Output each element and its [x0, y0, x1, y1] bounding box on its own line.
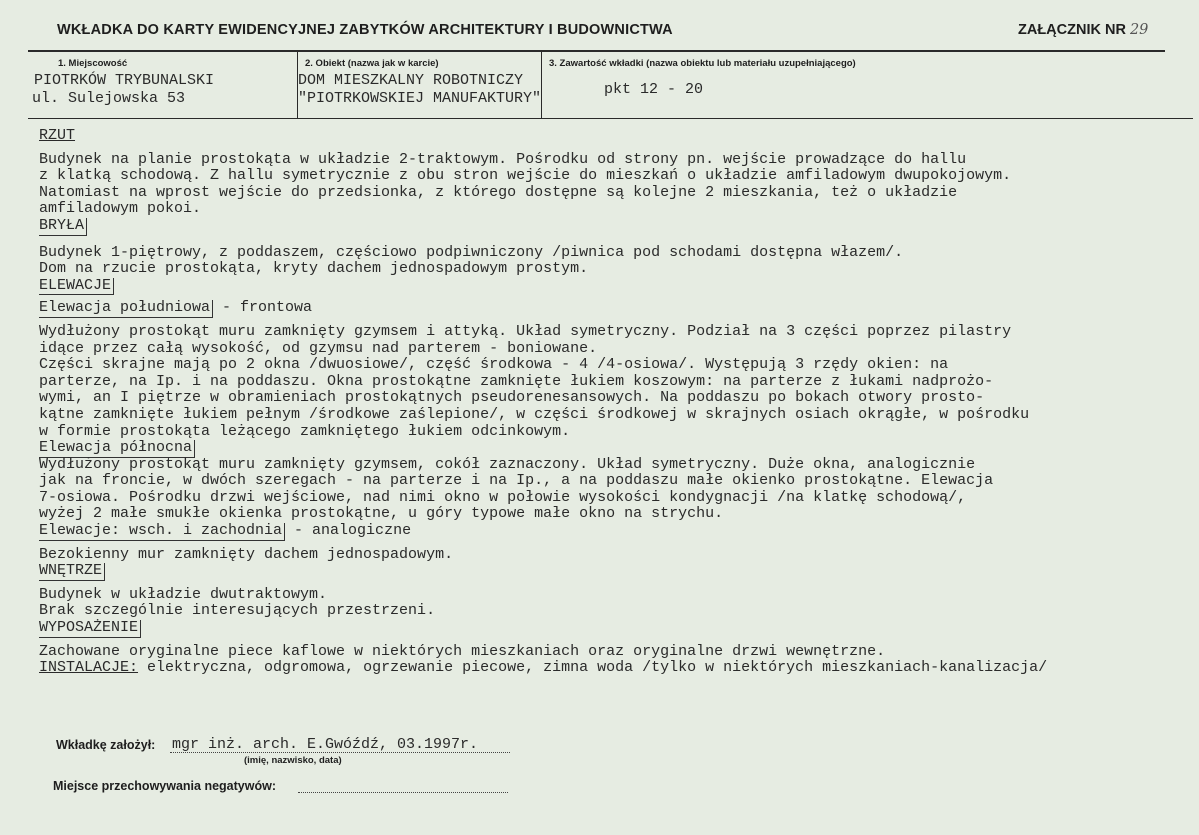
negatives-dotted-line	[298, 792, 508, 793]
object-line-1: DOM MIESZKALNY ROBOTNICZY	[298, 72, 524, 89]
elewacja-poludniowa-line: w formie prostokąta leżącego zamkniętego łukiem odcinkowym.	[39, 422, 571, 440]
author-value: mgr inż. arch. E.Gwóźdź, 03.1997r.	[172, 736, 479, 753]
wyposazenie-line: Zachowane oryginalne piece kaflowe w niektórych mieszkaniach oraz oryginalne drzwi wewnętrzne.	[39, 642, 886, 660]
field-divider-2	[541, 52, 542, 118]
card-body	[39, 128, 1189, 677]
wnetrze-line: Budynek w układzie dwutraktowym.	[39, 585, 328, 603]
rzut-line: Budynek na planie prostokąta w układzie 2-traktowym. Pośrodku od strony pn. wejście prowadzące do hallu	[39, 150, 967, 168]
elewacja-poludniowa-line: parterze, na Ip. i na poddaszu. Okna prostokątne zamknięte łukiem koszowym: na parterze z łukami nadprożo-	[39, 372, 994, 390]
elewacje-wsch-zach-line: Bezokienny mur zamknięty dachem jednospadowym.	[39, 545, 454, 563]
annex-handwritten-number: 29	[1129, 22, 1149, 38]
bryla-line: Dom na rzucie prostokąta, kryty dachem jednospadowym prostym.	[39, 260, 589, 278]
annex-number	[1018, 22, 1148, 38]
elewacja-polnocna-line: 7-osiowa. Pośrodku drzwi wejściowe, nad nimi okno w połowie wysokości kondygnacji /na klatkę schodową/,	[39, 488, 967, 506]
elewacja-poludniowa-line: wymi, an I piętrze w obramieniach prostokątnych pseudorenesansowych. Na poddaszu po bokach otwory prosto-	[39, 389, 985, 407]
bryla-line: Budynek 1-piętrowy, z poddaszem, częściowo podpiwniczony /piwnica pod schodami dostępna włazem/.	[39, 243, 904, 261]
elewacja-poludniowa-line: idące przez całą wysokość, od gzymsu nad parterem - boniowane.	[39, 339, 598, 357]
object-line-2: "PIOTRKOWSKIEJ MANUFAKTURY"	[298, 90, 542, 107]
rzut-line: z klatką schodową. Z hallu symetrycznie z obu stron wejście do mieszkań o układzie amfiladowym dwupokojowym.	[39, 167, 1012, 185]
author-dotted-line	[170, 752, 510, 753]
negatives-label: Miejsce przechowywania negatywów:	[53, 779, 276, 793]
elewacja-polnocna-heading: Elewacja północna	[39, 440, 195, 458]
elewacja-poludniowa-suffix: - frontowa	[213, 299, 313, 317]
contents-value: pkt 12 - 20	[604, 81, 704, 98]
elewacja-poludniowa-heading: Elewacja południowa	[39, 300, 213, 318]
rzut-line: Natomiast na wprost wejście do przedsionka, z którego dostępne są kolejne 2 mieszkania, też o układzie	[39, 183, 958, 201]
fields-rule	[28, 118, 1193, 119]
annex-label: ZAŁĄCZNIK NR	[1018, 22, 1126, 38]
author-label: Wkładkę założył:	[56, 738, 156, 752]
section-wyposazenie-heading: WYPOSAŻENIE	[39, 620, 141, 638]
field-1-label: 1. Miejscowość	[58, 58, 128, 69]
elewacja-poludniowa-line: kątne zamknięte łukiem pełnym /środkowe zaślepione/, w części środkowej w skrajnych osiach okrągłe, w pośrodku	[39, 405, 1030, 423]
header-rule	[28, 50, 1165, 52]
elewacja-poludniowa-line: Wydłużony prostokąt muru zamknięty gzymsem i attyką. Układ symetryczny. Podział na 3 części poprzez pilastry	[39, 322, 1012, 340]
elewacja-polnocna-line: Wydłużony prostokąt muru zamknięty gzymsem, cokół zaznaczony. Układ symetryczny. Duże okna, analogicznie	[39, 455, 976, 473]
section-bryla-heading: BRYŁA	[39, 218, 87, 236]
elewacje-wsch-zach-heading: Elewacje: wsch. i zachodnia	[39, 523, 285, 541]
elewacja-polnocna-line: wyżej 2 małe smukłe okienka prostokątne, u góry typowe małe okno na strychu.	[39, 505, 724, 523]
section-elewacje-heading: ELEWACJE	[39, 278, 114, 296]
place-line-2: ul. Sulejowska 53	[32, 90, 186, 107]
section-instalacje-heading: INSTALACJE:	[39, 659, 139, 677]
section-rzut-heading: RZUT	[39, 127, 76, 144]
place-line-1: PIOTRKÓW TRYBUNALSKI	[34, 72, 215, 89]
card-title: WKŁADKA DO KARTY EWIDENCYJNEJ ZABYTKÓW ARCHITEKTURY I BUDOWNICTWA	[57, 22, 673, 38]
wnetrze-line: Brak szczególnie interesujących przestrzeni.	[39, 602, 436, 620]
field-3-label: 3. Zawartość wkładki (nazwa obiektu lub materiału uzupełniającego)	[549, 58, 856, 69]
author-sublabel: (imię, nazwisko, data)	[244, 755, 342, 766]
section-wnetrze-heading: WNĘTRZE	[39, 563, 105, 581]
elewacje-wsch-zach-suffix: - analogiczne	[285, 522, 412, 540]
elewacja-poludniowa-line: Części skrajne mają po 2 okna /dwuosiowe/, część środkowa - 4 /4-osiowa/. Występują 3 rzędy okien: na	[39, 356, 949, 374]
elewacja-polnocna-line: jak na froncie, w dwóch szeregach - na parterze i na Ip., a na poddaszu małe okienko prostokątne. Elewacja	[39, 472, 994, 490]
instalacje-text: elektryczna, odgromowa, ogrzewanie piecowe, zimna woda /tylko w niektórych mieszkaniach-kanalizacja/	[138, 659, 1048, 677]
field-2-label: 2. Obiekt (nazwa jak w karcie)	[305, 58, 439, 69]
rzut-line: amfiladowym pokoi.	[39, 200, 202, 218]
